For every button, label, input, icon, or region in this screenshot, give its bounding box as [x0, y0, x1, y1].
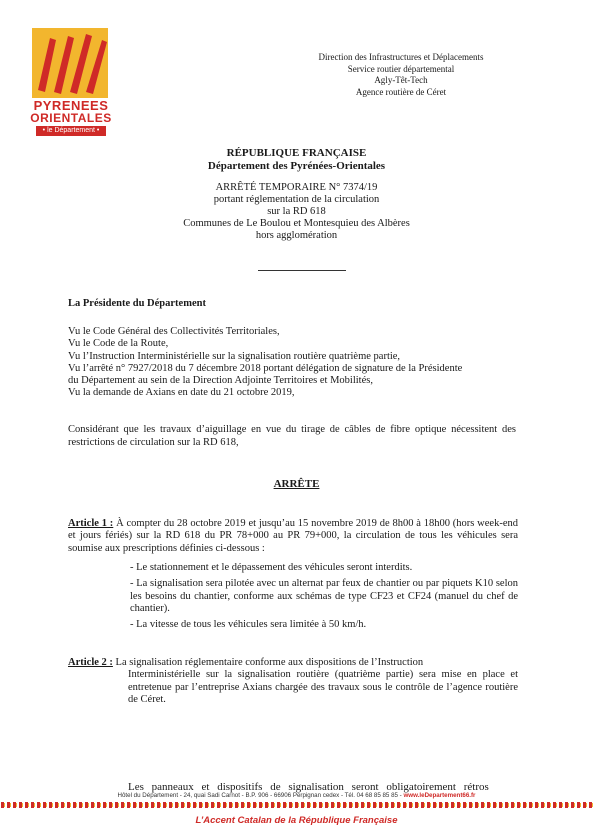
visa-line: Vu le Code Général des Collectivités Territoriales, — [68, 326, 280, 337]
bullet-item: - Le stationnement et le dépassement des véhicules seront interdits. — [130, 562, 413, 573]
decree-line: sur la RD 618 — [267, 206, 326, 217]
article-1-bullets — [130, 562, 518, 635]
logo-line2: ORIENTALES — [30, 111, 112, 125]
visa-line: du Département au sein de la Direction Adjointe Territoires et Mobilités, — [68, 375, 373, 387]
arrete-heading: ARRÊTE — [273, 478, 320, 490]
service-block — [271, 52, 531, 98]
visa-line: Vu l’arrêté n° 7927/2018 du 7 décembre 2018 portant délégation de signature de la Présidente — [68, 362, 463, 374]
signatory: La Présidente du Département — [68, 298, 206, 309]
visa-line: Vu le Code de la Route, — [68, 338, 169, 350]
article-2-first-line — [68, 657, 518, 669]
address-text: Hôtel du Département - 24, quai Sadi Carnot - B.P. 906 - 66906 Perpignan cedex - Tél. 04 68 85 85 85 - — [117, 792, 402, 799]
service-line: Agence routière de Céret — [355, 86, 447, 97]
document-heading — [0, 147, 593, 242]
service-line: Service routier départemental — [347, 63, 455, 74]
catalan-stripes-icon — [32, 28, 108, 98]
service-line: Agly-Têt-Tech — [374, 75, 428, 85]
decree-title: ARRÊTÉ TEMPORAIRE N° 7374/19 — [215, 182, 378, 193]
article-2-continuation: Interministérielle sur la signalisation routière (quatrième partie) sera mise en place et entretenue par l’entreprise Axians chargée des travaux sous le contrôle de l’agence routière de Céret. — [128, 669, 518, 705]
footer-dot-band — [0, 801, 593, 809]
trailing-text: Les panneaux et dispositifs de signalisation seront obligatoirement rétros — [128, 781, 489, 793]
decree-line: portant réglementation de la circulation — [213, 194, 380, 205]
article-2-first: La signalisation réglementaire conforme aux dispositions de l’Instruction — [115, 657, 424, 668]
service-line: Direction des Infrastructures et Déplacements — [318, 52, 484, 62]
visa-line: Vu l’Instruction Interministérielle sur la signalisation routière quatrième partie, — [68, 350, 401, 362]
article-1-text: À compter du 28 octobre 2019 et jusqu’au 15 novembre 2019 de 8h00 à 18h00 (hors week-end et jours fériés) sur la RD 618 du PR 78+000 au PR 79+000, la circulation de tous les véhicules sera soumise aux prescriptions définies ci-dessous : — [68, 518, 518, 554]
department-logo — [30, 28, 112, 140]
visa-line: Vu la demande de Axians en date du 21 octobre 2019, — [68, 387, 295, 399]
footer-motto: L’Accent Catalan de la République Française — [195, 815, 398, 826]
article-1-paragraph — [68, 518, 518, 555]
decree-line: Communes de Le Boulou et Montesquieu des Albères — [183, 218, 410, 229]
logo-tag: • le Département • — [36, 126, 106, 136]
department-title: Département des Pyrénées-Orientales — [207, 160, 386, 172]
republic-title: RÉPUBLIQUE FRANÇAISE — [226, 147, 367, 159]
article-2 — [68, 657, 518, 706]
article-1-label: Article 1 : — [68, 518, 114, 529]
bullet-item: - La vitesse de tous les véhicules sera limitée à 50 km/h. — [130, 619, 367, 631]
website-link[interactable]: www.leDepartement66.fr — [403, 792, 476, 799]
heading-divider — [258, 270, 346, 271]
logo-line1: PYRENEES — [33, 98, 109, 113]
visa-list — [68, 326, 518, 400]
footer-address — [0, 792, 593, 799]
considering-paragraph: Considérant que les travaux d’aiguillage en vue du tirage de câbles de fibre optique nécessitent des restrictions de circulation sur la RD 618, — [68, 424, 516, 448]
article-1 — [68, 518, 518, 555]
decree-line: hors agglomération — [255, 230, 338, 241]
bullet-item: - La signalisation sera pilotée avec un alternat par feux de chantier ou par piquets K10 selon les besoins du chantier, conforme aux schémas de type CF23 et CF24 (manuel du chef de chantier). — [130, 578, 518, 614]
article-2-label: Article 2 : — [68, 657, 113, 668]
